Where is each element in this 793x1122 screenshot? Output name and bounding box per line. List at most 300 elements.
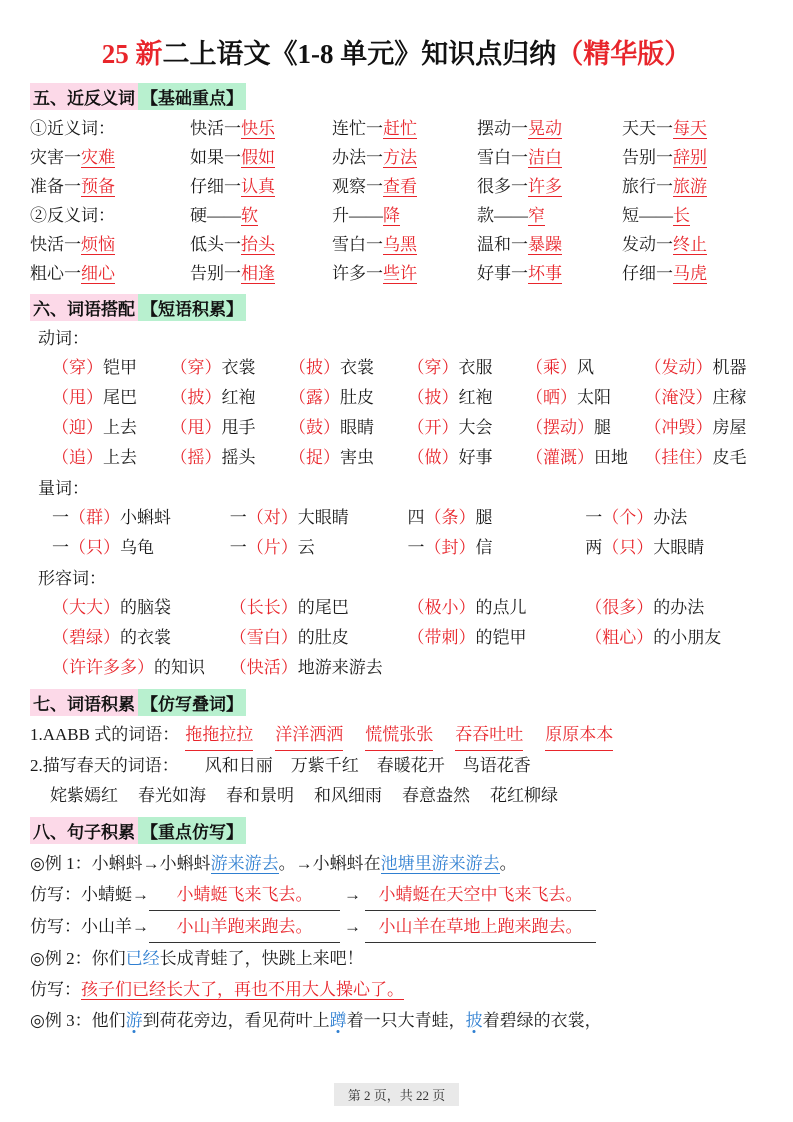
ant-item — [190, 259, 332, 288]
verb-word: 穿 — [69, 358, 86, 377]
ant-item — [477, 201, 622, 230]
example-3-text-c: 着一只大青蛙， — [346, 1011, 466, 1030]
measure-prefix: 一 — [52, 538, 69, 557]
verb-word: 摇 — [187, 448, 205, 467]
syn-item — [30, 143, 190, 172]
ant-item — [190, 201, 332, 230]
syn-word: 观察一 — [332, 177, 383, 196]
verb-item: （追）上去 — [52, 448, 137, 467]
verb-object: 皮毛 — [712, 448, 747, 467]
aabb-label: 1.AABB 式的词语： — [30, 725, 180, 744]
syn-item — [477, 143, 622, 172]
adjective-noun: 的肚皮 — [297, 628, 349, 647]
syn-item — [622, 114, 762, 143]
adjective-noun: 的知识 — [154, 658, 205, 677]
imitation-2-answer-a[interactable]: 小山羊跑来跑去。 — [149, 911, 340, 943]
imitation-label: 仿写： — [30, 980, 81, 999]
ant-word: 硬—— — [190, 206, 241, 225]
verb-item: （发动）机器 — [644, 358, 747, 377]
syn-answer: 辞别 — [673, 148, 707, 167]
verb-word: 甩 — [69, 388, 86, 407]
adjective-noun: 的点儿 — [475, 598, 527, 617]
syn-answer: 灾难 — [81, 148, 115, 167]
example-2-highlight: 已经 — [125, 949, 160, 968]
section-header-eight — [30, 817, 763, 844]
ant-item — [622, 201, 762, 230]
antonyms-label: ②反义词： — [30, 206, 115, 225]
verb-object: 上去 — [103, 448, 137, 467]
verb-object: 太阳 — [577, 388, 611, 407]
verb-item: （淹没）庄稼 — [644, 388, 747, 407]
verb-object: 红袍 — [458, 388, 493, 407]
ant-answer: 抬头 — [241, 235, 275, 254]
verb-object: 尾巴 — [103, 388, 137, 407]
syn-item — [332, 172, 477, 201]
syn-item — [30, 172, 190, 201]
ant-word: 好事一 — [477, 264, 528, 283]
spring-word: 春和景明 — [226, 786, 294, 805]
example-1-text-b: 。→小蝌蚪在 — [278, 854, 381, 873]
verb-word: 鼓 — [306, 418, 323, 437]
ant-item — [190, 230, 332, 259]
section-seven-number: 七、词语积累 — [30, 689, 138, 716]
verb-item: （穿）衣裳 — [170, 358, 256, 377]
aabb-item: 慌慌张张 — [365, 720, 433, 751]
measure-noun: 云 — [297, 538, 315, 557]
verb-item: （做）好事 — [407, 448, 493, 467]
example-1-highlight-b: 池塘里游来游去 — [380, 854, 500, 873]
verb-word: 追 — [69, 448, 86, 467]
syn-answer: 假如 — [241, 148, 275, 167]
adjective-noun: 的尾巴 — [297, 598, 349, 617]
adjective-word: 大大 — [69, 598, 103, 617]
verb-item: （冲毁）房屋 — [644, 418, 747, 437]
verb-word: 做 — [424, 448, 442, 467]
ant-answer: 坏事 — [528, 264, 562, 283]
verb-word: 发动 — [661, 358, 696, 377]
syn-word: 雪白一 — [477, 148, 528, 167]
imitation-1-subject: 小蜻蜓→ — [81, 885, 149, 904]
verb-item: （鼓）眼睛 — [289, 418, 374, 437]
verb-item: （露）肚皮 — [289, 388, 374, 407]
spring-word: 春暖花开 — [376, 756, 445, 775]
syn-item — [622, 143, 762, 172]
adjective-item: （带刺）的铠甲 — [407, 628, 527, 647]
page-number: 第 2 页，共 22 页 — [334, 1083, 460, 1106]
ant-item — [332, 201, 477, 230]
syn-answer: 许多 — [528, 177, 562, 196]
measure-word: 封 — [441, 538, 459, 557]
title-prefix: 25 新 — [101, 39, 163, 69]
measure-word: 个 — [619, 508, 637, 527]
example-3 — [30, 1005, 763, 1036]
syn-word: 摆动一 — [477, 119, 528, 138]
ant-item — [622, 259, 762, 288]
aabb-item: 吞吞吐吐 — [455, 720, 523, 751]
verb-item: （甩）甩手 — [170, 418, 256, 437]
verb-item: （甩）尾巴 — [52, 388, 137, 407]
verb-word: 露 — [306, 388, 323, 407]
adjective-noun: 地游来游去 — [297, 658, 383, 677]
verb-word: 乘 — [543, 358, 560, 377]
measure-item: 一（只）乌龟 — [52, 538, 154, 557]
syn-word: 如果一 — [190, 148, 241, 167]
spring-word: 花红柳绿 — [490, 786, 558, 805]
measure-word: 对 — [263, 508, 281, 527]
measure-prefix: 两 — [585, 538, 603, 557]
ant-word: 粗心一 — [30, 264, 81, 283]
syn-word: 办法一 — [332, 148, 383, 167]
syn-word: 连忙一 — [332, 119, 383, 138]
ant-item — [30, 230, 190, 259]
ant-word: 发动一 — [622, 235, 673, 254]
example-3-highlight-1: 游 — [125, 1011, 143, 1030]
verb-object: 好事 — [458, 448, 493, 467]
verb-word: 冲毁 — [661, 418, 696, 437]
ant-word: 快活一 — [30, 235, 81, 254]
aabb-item: 原原本本 — [545, 720, 613, 751]
verb-word: 甩 — [187, 418, 205, 437]
measure-item: 一（个）办法 — [585, 508, 688, 527]
example-3-text-d: 着碧绿的衣裳， — [482, 1011, 602, 1030]
verb-word: 披 — [187, 388, 205, 407]
imitation-2 — [30, 911, 763, 943]
aabb-item: 拖拖拉拉 — [185, 720, 253, 751]
measure-prefix: 一 — [52, 508, 69, 527]
ant-item — [622, 230, 762, 259]
example-3-text-b: 到荷花旁边，看见荷叶上 — [142, 1011, 330, 1030]
imitation-3 — [30, 974, 763, 1005]
ant-item — [477, 230, 622, 259]
measure-item: 一（片）云 — [229, 538, 315, 557]
ant-answer: 些许 — [383, 264, 417, 283]
verb-object: 上去 — [103, 418, 137, 437]
verb-item: （灌溉）田地 — [526, 448, 628, 467]
ant-word: 短—— — [622, 206, 673, 225]
verb-object: 房屋 — [712, 418, 747, 437]
verb-item: （开）大会 — [407, 418, 493, 437]
section-seven-tag: 【仿写叠词】 — [138, 689, 246, 716]
measure-word-grid — [52, 503, 763, 563]
arrow-icon: → — [344, 885, 361, 904]
spring-words-items — [205, 751, 531, 781]
verb-word: 开 — [424, 418, 442, 437]
ant-item — [332, 230, 477, 259]
ant-answer: 细心 — [81, 264, 115, 283]
verb-item: （披）衣裳 — [289, 358, 374, 377]
verb-word: 灌溉 — [543, 448, 577, 467]
verb-item: （捉）害虫 — [289, 448, 374, 467]
example-1-highlight-a: 游来游去 — [210, 854, 279, 873]
section-six-tag: 【短语积累】 — [138, 294, 246, 321]
ant-answer: 长 — [673, 206, 690, 225]
spring-word: 风和日丽 — [204, 756, 273, 775]
measure-noun: 大眼睛 — [653, 538, 705, 557]
measure-noun: 腿 — [475, 508, 493, 527]
syn-item — [477, 172, 622, 201]
spring-word: 春光如海 — [138, 786, 206, 805]
spring-word: 姹紫嫣红 — [50, 786, 118, 805]
verb-object: 机器 — [712, 358, 747, 377]
verb-word: 摆动 — [543, 418, 577, 437]
adjective-item: （长长）的尾巴 — [229, 598, 349, 617]
verb-item: （乘）风 — [526, 358, 594, 377]
verb-item: （摆动）腿 — [526, 418, 611, 437]
verb-word: 穿 — [424, 358, 442, 377]
ant-item — [30, 259, 190, 288]
verb-object: 红袍 — [221, 388, 256, 407]
measure-prefix: 一 — [585, 508, 603, 527]
ant-item — [477, 259, 622, 288]
adjective-word: 雪白 — [246, 628, 281, 647]
spring-word: 万紫千红 — [290, 756, 359, 775]
adjective-word: 极小 — [424, 598, 459, 617]
example-3-mark: ◎例 3： — [30, 1011, 92, 1030]
adjective-noun: 的衣裳 — [120, 628, 171, 647]
section-five-tag: 【基础重点】 — [138, 83, 246, 110]
measure-noun: 乌龟 — [120, 538, 154, 557]
verb-label: 动词： — [38, 329, 89, 348]
measure-word: 只 — [619, 538, 637, 557]
adjective-label: 形容词： — [38, 569, 106, 588]
title-middle: 二上语文《1-8 单元》知识点归纳 — [162, 39, 557, 69]
verb-object: 害虫 — [340, 448, 374, 467]
verb-object: 衣服 — [458, 358, 493, 377]
ant-answer: 马虎 — [673, 264, 707, 283]
spring-words-line — [30, 751, 763, 781]
verb-object: 腿 — [594, 418, 611, 437]
adjective-word: 粗心 — [602, 628, 637, 647]
verb-word: 晒 — [543, 388, 560, 407]
section-header-six — [30, 294, 763, 321]
adjective-word: 带刺 — [424, 628, 459, 647]
measure-item: 四（条）腿 — [407, 508, 493, 527]
adjective-item: （快活）地游来游去 — [229, 658, 383, 677]
spring-word: 鸟语花香 — [462, 756, 531, 775]
ant-answer: 烦恼 — [81, 235, 115, 254]
syn-word: 准备一 — [30, 177, 81, 196]
ant-item — [332, 259, 477, 288]
verb-word: 捉 — [306, 448, 323, 467]
verb-item: （摇）摇头 — [170, 448, 256, 467]
verb-word: 挂住 — [661, 448, 696, 467]
verb-object: 衣裳 — [340, 358, 374, 377]
measure-word: 群 — [86, 508, 103, 527]
syn-word: 仔细一 — [190, 177, 241, 196]
verb-object: 庄稼 — [712, 388, 747, 407]
syn-answer: 预备 — [81, 177, 115, 196]
adjective-noun: 的脑袋 — [120, 598, 171, 617]
syn-answer: 认真 — [241, 177, 275, 196]
syn-answer: 方法 — [383, 148, 417, 167]
syn-item — [190, 172, 332, 201]
adjective-word: 长长 — [246, 598, 281, 617]
syn-item — [332, 114, 477, 143]
verb-object: 田地 — [594, 448, 628, 467]
ant-word: 雪白一 — [332, 235, 383, 254]
section-eight-tag: 【重点仿写】 — [138, 817, 246, 844]
example-1 — [30, 848, 763, 879]
syn-word: 快活一 — [190, 119, 241, 138]
section-five-number: 五、近反义词 — [30, 83, 138, 110]
example-3-highlight-2: 蹲 — [329, 1011, 347, 1030]
measure-prefix: 一 — [407, 538, 425, 557]
verb-item: （挂住）皮毛 — [644, 448, 747, 467]
syn-item — [332, 143, 477, 172]
measure-item: 一（封）信 — [407, 538, 493, 557]
measure-word: 只 — [86, 538, 103, 557]
example-2-mark: ◎例 2： — [30, 949, 92, 968]
adjective-noun: 的铠甲 — [475, 628, 527, 647]
spring-words-label: 2.描写春天的词语： — [30, 756, 179, 775]
adjective-word: 许许多多 — [69, 658, 137, 677]
measure-label: 量词： — [38, 479, 89, 498]
measure-item: 一（对）大眼睛 — [229, 508, 349, 527]
ant-answer: 软 — [241, 206, 258, 225]
section-six-number: 六、词语搭配 — [30, 294, 138, 321]
imitation-1-answer-b[interactable]: 小蜻蜓在天空中飞来飞去。 — [365, 879, 596, 911]
imitation-label: 仿写： — [30, 885, 81, 904]
syn-answer: 旅游 — [673, 177, 707, 196]
imitation-1 — [30, 879, 763, 911]
verb-word: 迎 — [69, 418, 86, 437]
example-1-mark: ◎例 1： — [30, 854, 92, 873]
verb-item: （披）红袍 — [407, 388, 493, 407]
title-suffix: （精华版） — [556, 39, 692, 69]
verb-item: （晒）太阳 — [526, 388, 611, 407]
verb-object: 摇头 — [221, 448, 256, 467]
syn-word: 旅行一 — [622, 177, 673, 196]
page-footer — [0, 1083, 793, 1106]
verb-object: 眼睛 — [340, 418, 374, 437]
section-header-seven — [30, 689, 763, 716]
ant-word: 低头一 — [190, 235, 241, 254]
measure-item: 两（只）大眼睛 — [585, 538, 705, 557]
spring-words-items2 — [50, 781, 558, 811]
example-2-text-b: 长成青蛙了，快跳上来吧！ — [159, 949, 364, 968]
verb-item: （穿）铠甲 — [52, 358, 137, 377]
verb-object: 肚皮 — [340, 388, 374, 407]
verb-object: 衣裳 — [221, 358, 256, 377]
ant-answer: 窄 — [528, 206, 545, 225]
imitation-1-answer-a[interactable]: 小蜻蜓飞来飞去。 — [149, 879, 340, 911]
ant-word: 仔细一 — [622, 264, 673, 283]
syn-word: 灾害一 — [30, 148, 81, 167]
arrow-icon: → — [344, 917, 361, 936]
imitation-2-subject: 小山羊→ — [81, 917, 149, 936]
syn-answer: 每天 — [673, 119, 707, 138]
section-eight-number: 八、句子积累 — [30, 817, 138, 844]
adjective-item: （雪白）的肚皮 — [229, 628, 349, 647]
imitation-2-answer-b[interactable]: 小山羊在草地上跑来跑去。 — [365, 911, 596, 943]
ant-answer: 相逢 — [241, 264, 275, 283]
adjective-noun: 的小朋友 — [653, 628, 722, 647]
verb-word: 淹没 — [661, 388, 696, 407]
adjective-item: （大大）的脑袋 — [52, 598, 171, 617]
adjective-word: 快活 — [246, 658, 281, 677]
ant-word: 许多一 — [332, 264, 383, 283]
aabb-items — [185, 720, 613, 751]
example-3-highlight-3: 披 — [465, 1011, 483, 1030]
syn-answer: 赶忙 — [383, 119, 417, 138]
adjective-item: （极小）的点儿 — [407, 598, 527, 617]
measure-noun: 信 — [475, 538, 493, 557]
measure-noun: 办法 — [653, 508, 688, 527]
ant-answer: 暴躁 — [528, 235, 562, 254]
verb-object: 风 — [577, 358, 594, 377]
verb-object: 铠甲 — [103, 358, 137, 377]
adjective-word: 很多 — [602, 598, 637, 617]
ant-word: 温和一 — [477, 235, 528, 254]
ant-answer: 乌黑 — [383, 235, 417, 254]
example-3-text-a: 他们 — [91, 1011, 126, 1030]
ant-answer: 终止 — [673, 235, 707, 254]
adjective-word: 碧绿 — [69, 628, 103, 647]
page-title — [30, 32, 763, 71]
verb-word: 穿 — [187, 358, 205, 377]
syn-word: 告别一 — [622, 148, 673, 167]
syn-word: 很多一 — [477, 177, 528, 196]
imitation-3-answer[interactable]: 孩子们已经长大了，再也不用大人操心了。 — [81, 980, 404, 999]
example-2 — [30, 943, 763, 974]
section-header-five — [30, 83, 763, 110]
synonyms-grid — [30, 114, 763, 288]
ant-word: 款—— — [477, 206, 528, 225]
adjective-item: （许许多多）的知识 — [52, 658, 205, 677]
verb-item: （披）红袍 — [170, 388, 256, 407]
measure-prefix: 一 — [229, 538, 247, 557]
measure-prefix: 四 — [407, 508, 425, 527]
spring-words-line2 — [50, 781, 763, 811]
syn-item — [190, 143, 332, 172]
synonyms-label: ①近义词： — [30, 119, 115, 138]
syn-answer: 查看 — [383, 177, 417, 196]
example-1-text-c: 。 — [499, 854, 517, 873]
measure-word: 片 — [263, 538, 281, 557]
measure-noun: 大眼睛 — [297, 508, 349, 527]
measure-word: 条 — [441, 508, 459, 527]
verb-collocation-grid — [52, 353, 763, 473]
verb-item: （迎）上去 — [52, 418, 137, 437]
imitation-label: 仿写： — [30, 917, 81, 936]
ant-word: 升—— — [332, 206, 383, 225]
adjective-grid — [52, 593, 763, 683]
example-1-text-a: 小蝌蚪→小蝌蚪 — [91, 854, 211, 873]
syn-item — [190, 114, 332, 143]
syn-answer: 洁白 — [528, 148, 562, 167]
verb-object: 大会 — [458, 418, 493, 437]
measure-noun: 小蝌蚪 — [120, 508, 171, 527]
example-2-text-a: 你们 — [91, 949, 126, 968]
syn-item — [477, 114, 622, 143]
ant-answer: 降 — [383, 206, 400, 225]
syn-word: 天天一 — [622, 119, 673, 138]
aabb-item: 洋洋洒洒 — [275, 720, 343, 751]
ant-word: 告别一 — [190, 264, 241, 283]
aabb-line — [30, 720, 763, 751]
spring-word: 和风细雨 — [314, 786, 382, 805]
adjective-item: （粗心）的小朋友 — [585, 628, 722, 647]
measure-item: 一（群）小蝌蚪 — [52, 508, 171, 527]
syn-answer: 晃动 — [528, 119, 562, 138]
adjective-item: （很多）的办法 — [585, 598, 705, 617]
spring-word: 春意盎然 — [402, 786, 470, 805]
verb-item: （穿）衣服 — [407, 358, 493, 377]
syn-answer: 快乐 — [241, 119, 275, 138]
measure-prefix: 一 — [229, 508, 247, 527]
syn-item — [622, 172, 762, 201]
verb-word: 披 — [424, 388, 442, 407]
